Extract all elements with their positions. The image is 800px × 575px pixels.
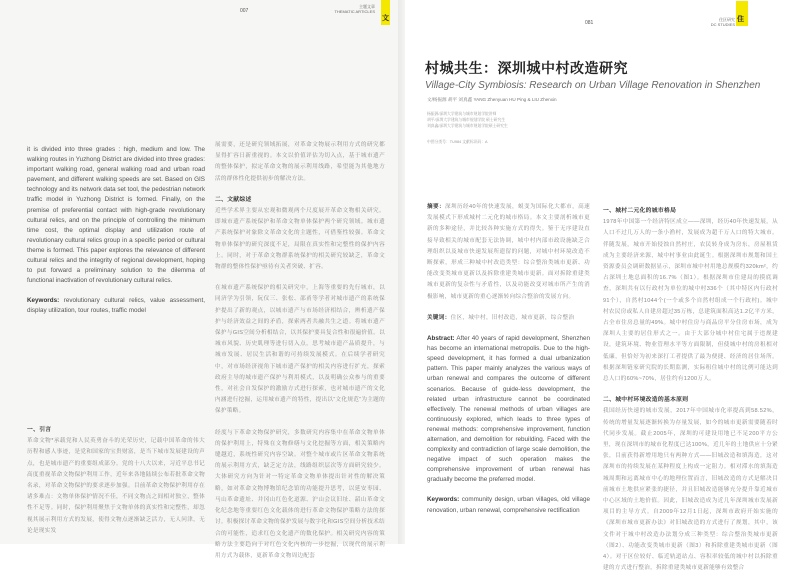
right-section-2-text: 我国经历快速的城市发展，2017年中国城市化率提高到58.52%，传统的增量发展逐渐转换为存量发展，如今的城市更新需要随着时代同步发展。截止2005年，深圳的可建设用地已不足200平方公里，现在深圳市的城市化程度已达100%，近几年的土地供应十分紧张，目前获得新增用地只有两种方式——旧城改造和填海造，这对深圳市的持续发展在某种程度上构成一定阻力。相对滞水的填海造城周期和远离城市中心的地理位置而言，旧城改造的方式是解决目前城市土地供应紧张的捷径，并且旧城改造能够充分提升靠近城市中心区域的土地价值。因此，旧城改造成为近几年深圳城市发展新项目的主导方式。自2009年12月1日起，深圳市政府开始实施的《深圳市城市更新办法》对旧城改造的方式进行了规划，其中，该文件对于城中村改造办法划分成三种类型：综合整治类城市更新（图2）、功能改变类城市更新（图3）和拆除重建类城市更新（图4）。对于区位较好、临近轨道站点、容积率较低的城中村以拆除重建的方式进行整治，拆除重建类城市更新能够有效整合 — [603, 408, 778, 572]
right-section-1-heading: 一、城村二元化的城市格局 — [603, 208, 677, 214]
keywords-cn-text: 住区，城中村，旧村改造，城市更新，综合整治 — [450, 314, 575, 321]
left-badge-glyph: 文 — [382, 15, 389, 22]
abstract-cn-label: 摘要： — [427, 204, 446, 210]
body-column — [603, 206, 778, 575]
right-section-label — [680, 17, 735, 27]
affiliation-2: 胡平/深圳大学建筑与城市规划学院 硕士研究生 — [427, 118, 506, 122]
section-1-text: 革命文物*承载党和人民英勇奋斗的光荣历史，记载中国革命的伟大历程和感人事迹，是党和国家的宝贵财富，是当下城市发展建设的声点，也是城市遗产的重要组成部分。党的十八大以来，习近平总书记高度重视革命文物保护利用工作，近年来各地陆续公布若批革命文物名录，对革命文物保护的要求逐步加强。目前革命文物保护利用存在诸多难点：文物单体保护情况不佳，不同文物点之间相对独立，整体性不足等。同时，保护利用聚焦于文物单体的真实性和完整性，却忽视其展示利用方式的发展，使得文物点逐渐缺乏活力，无人问津，无论是现实发 — [27, 438, 205, 534]
section-2-text-2: 在城市遗产系统保护的相关研究中，上海等重要的先行城市，以同济学为引领，阮仪三、张松、邵甬等学者对城市遗产的系统保护提出了新的观点，以城市遗产与市场经济相结合，辨析遗产保护与经济效益之间的矛盾，探索两者共融共生之道。将城市遗产保护与GIS空间分析相结合，以其保护要具复合性和很遍价值。以城市风貌、历史肌理等进行切入点，思考城市遗产品质提升，与城市发展、居民生活和谐的可持续发展模式。在后续学者研究中，对市场经济视角下城市遗产保护的相关内容进行扩充，探索政府主导的城市遗产保护与利用模式，以及明确公众参与的重要性，对社会自发保护的激励方式进行探索，也对城市遗产的文化内涵进行挖掘，运用城市遗产的特性，提出以“文化规范”为主题的保护策略。 — [215, 285, 385, 415]
right-page-number: 081 — [585, 20, 594, 26]
keywords-en-right — [427, 495, 590, 515]
keywords-en-right-text: community design, urban villages, old village renovation, urban renewal, comprehensive rectification — [427, 496, 591, 514]
right-section-en: DC STUDIES — [710, 22, 735, 27]
right-section-2-heading: 二、城中村环境改造的基本原则 — [603, 397, 689, 404]
keywords-en — [27, 296, 205, 316]
left-page-number: 007 — [240, 8, 249, 14]
right-badge-glyph: 住 — [737, 16, 744, 23]
article-title-cn: 村城共生：深圳城中村改造研究 — [425, 60, 628, 76]
left-column-2 — [215, 140, 385, 562]
keywords-en-label: Keywords: — [27, 297, 60, 305]
col2-intro: 展需要，还是研究领域拓展，对革命文物展示利用方式的研究都显得扩容日新重视的。本文以价值评估为切入点，基于城市遗产的整体保护，拟定革命文物的展示利用线路，希望能为其他地方活的群体性化提供初步的解决方法。 — [215, 142, 385, 182]
left-section-cn: 主题文章 — [359, 4, 375, 9]
keywords-cn-label: 关键词： — [427, 314, 451, 321]
keywords-cn — [427, 313, 590, 324]
classification-number: 中图分类号：TU984 文献标识码：A — [427, 140, 488, 144]
abstract-en-label: Abstract: — [427, 335, 455, 343]
section-2-text-1: 近些学术界主要从宏观和微观两个尺度展开革命文物相关研究。即城市遗产系统保护和革命文物单体保护两个研究领域。城市遗产系统保护对象除文革命文化的主题性，可借鉴性较强。革命文物单体保护的研究深度不足，局限在真实性和完整性的保护内容上。同时，对于革命文物群系统保护的相关研究较缺乏，革命文物群的整体性保护亟待有关者突破、扩容。 — [215, 208, 385, 271]
abstract-en-text: After 40 years of rapid development, Shenzhen has become an international metropolis. Due to the high-speed development, it has formed a dual urbanization pattern. This paper mainly analyzes the various ways of urban renewal and compares the outcome of different scenarios. Because of guide-less development, the related urban infrastructure cannot be coordinated effectively. The renewal methods of urban villages are continuously explored, which leads to three types of renewal methods: comprehensive improvement, function alternation, and demolition for rebuilding. Faced with the complexity and contradiction of large scale demolition, the negative impact of such operation makes the comprehensive improvement of urban renewal has gradually become the preferred model. — [427, 335, 590, 484]
article-authors: 文/杨振源 胡平 刘真鑫 YANG Zhenyuan HU Ping & LIU Zhenxin — [427, 97, 557, 102]
abstract-column — [427, 202, 590, 516]
abstract-en — [427, 334, 590, 485]
abstract-en-continued: it is divided into three grades : high, medium and low. The walking routes in Yuzhong District are divided into three grades: important walking road, general walking road and urban road pavement, and different walking speeds are set. Based on GIS technology and its network data set tool, the pedestrian network traffic model in Yuzhong District is formed. Finally, on the premise of preferential contact with high-grade revolutionary cultural relics, and on the principle of controlling the minimum time cost, the optimal display and utilization route of revolutionary cultural relics group in a specific period or cultural theme is formed. This paper explores the relevance of different cultural relics and the integrity of regional development, hoping to put forward a preliminary solution to the dilemma of functional inactivation of revolutionary cultural relics. — [27, 146, 205, 285]
left-section-badge — [381, 0, 390, 25]
article-title-en: Village-City Symbiosis: Research on Urban Village Renovation in Shenzhen — [425, 80, 761, 91]
keywords-en-text: revolutionary cultural relics, value assessment, display utilization, tour routes, traffic model — [27, 297, 205, 315]
left-column-1-intro — [27, 425, 205, 537]
keywords-en-right-label: Keywords: — [427, 496, 460, 504]
abstract-cn-text: 深圳历经40年的快速发展，蜕变为国际化大都市，高速发展模式下形成城村二元化的城市格局。本文主要剖析城市更新的多种途径，并比较各种实施方式的得失。鉴于无序建设直接导致相关的城市配套无法协调，城中村内部市政设施缺乏合理组织以及城市快速发展所遗留的问题，对城中村环境改造不断探索，形成三种城中村改造类型：综合整治类城市更新、功能改变类城市更新以及拆除重建类城市更新。面对拆除重建类城市更新的复杂性与矛盾性，以及功能改变对城市所产生的消极影响，城市更新的重心逐渐转向综合整治的发展方向。 — [427, 204, 590, 300]
right-section-cn: 住区研究 — [719, 17, 735, 22]
right-section-badge — [736, 1, 748, 26]
section-2-heading: 二、文献综述 — [215, 196, 252, 203]
left-page — [0, 0, 405, 559]
affiliation-3: 刘真鑫/深圳大学建筑与城市规划学院硕士研究生 — [427, 124, 508, 128]
section-2-text-3: 经度与下革命文物保护研究，多数研究内容集中在革命文物单体的保护利用上，特殊在文物修缮与文化挖掘等方面，相关策略内缝越近，系统性研究内容空缺。对整个城市或片区革命文物系统的展示利用方式，缺乏定方法，线路组织层次等方面研究较少。大体研究方向为针对一特定革命文物单体提出针对性的解决策略，如对革命文物博物馆纪念馆的功能提升思考，以延安枣园、马山革命遗址、井冈山红色化道源、沪山会议旧址、韶山革命文化纪念地等重要红色文化载体的进行革命文物保护策略方法的探讨。积极探讨革命文物的保护发展与数字化和GIS空间分析技术结合的可能性，追求红色文化遗产的数化保护。相关研究内容的策略方法主要趋向于对红色文化内核的一步挖掘，以现代的展示利用方式为载体，更新革命文物周边配套 — [215, 429, 385, 559]
author-affiliations — [427, 111, 508, 129]
section-1-heading: 一、引言 — [27, 427, 52, 433]
abstract-cn — [427, 202, 590, 303]
right-section-1-text: 1978年中国第一个经济特区成立——深圳，经历40年快速发展，从人口不过几万人的一条小渔村，发展成为超千万人口的特大城市。伴随发展，城市开始侵蚀自然村庄，农民转身成为房东，房屋租赁成为主要经济来源，城中村事业由此诞生。根据深圳市规划和国土资源委员会调研数据显示，深圳市城中村用地总规模约320km²，约占深圳土地总面积的16.7%（图1）。根据深圳市住建局的摸底调查，深圳共有以行政村为单位的城中村336个（其中特区内行政村91个），自然村1044个(一个或多个自然村组成一个行政村)。城中村农民房或私人自建房超过35万栋，总建筑面积高达1.2亿平方米，占全市住房总量的49%。城中村住房与商品房平分住房市场，成为深圳人主要的居住形式之一。由于大部分城中村住宅属于违规建设，建筑环境、物业管理水平等方面限制，但使城中村的房租相对低廉，但恰好为初来深打工者提供了最为便捷、经济的居住场所。根据深圳链家研究院的长期监测，实际租住城中村的比例可能达到总人口的60%~70%，居住约有1200万人。 — [603, 219, 778, 383]
affiliation-1: 杨振源/深圳大学建筑与城市规划学院讲师 — [427, 112, 497, 116]
left-column-1 — [27, 145, 205, 317]
left-section-en: THEMATIC ARTICLES — [334, 9, 375, 14]
left-section-label — [300, 4, 375, 14]
